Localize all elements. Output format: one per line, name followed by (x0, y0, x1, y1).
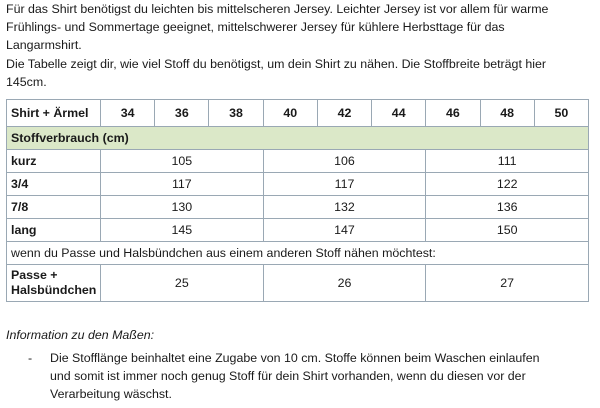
value-cell: 130 (101, 196, 264, 219)
note-row (7, 242, 589, 265)
value-cell: 145 (101, 219, 264, 242)
value-cell: 150 (426, 219, 589, 242)
intro-line: 145cm. (6, 74, 47, 89)
bullet-line: Verarbeitung wäschst. (50, 387, 172, 401)
table-header-row (7, 100, 589, 127)
intro-line: Die Tabelle zeigt dir, wie viel Stoff du benötigst, um dein Shirt zu nähen. Die Stoffbreite beträgt hier (6, 56, 546, 71)
size-cell: 42 (317, 100, 371, 127)
value-cell: 147 (263, 219, 426, 242)
size-cell: 46 (426, 100, 480, 127)
value-cell: 136 (426, 196, 589, 219)
row-label: 7/8 (7, 196, 101, 219)
table-row (7, 150, 589, 173)
bullet-marker: - (28, 351, 33, 365)
info-bullet (28, 349, 588, 403)
value-cell: 117 (101, 173, 264, 196)
table-row (7, 196, 589, 219)
table-row (7, 265, 589, 302)
value-cell: 27 (426, 265, 589, 302)
intro-line: Frühlings- und Sommertage geeignet, mittelschwerer Jersey für kühlere Herbsttage für das (6, 20, 505, 35)
intro-line: Langarmshirt. (6, 38, 82, 53)
value-cell: 106 (263, 150, 426, 173)
table-row (7, 219, 589, 242)
value-cell: 132 (263, 196, 426, 219)
size-cell: 44 (372, 100, 426, 127)
row-label-line: Halsbündchen (11, 283, 97, 297)
note-text: wenn du Passe und Halsbündchen aus einem anderen Stoff nähen möchtest: (7, 242, 589, 265)
fabric-usage-table (6, 99, 589, 302)
value-cell: 25 (101, 265, 264, 302)
size-cell: 38 (209, 100, 263, 127)
bullet-line: und somit ist immer noch genug Stoff für dein Shirt vorhanden, wenn du diesen vor der (50, 369, 526, 383)
size-cell: 34 (101, 100, 155, 127)
value-cell: 111 (426, 150, 589, 173)
size-cell: 48 (480, 100, 534, 127)
bullet-line: Die Stofflänge beinhaltet eine Zugabe von 10 cm. Stoffe können beim Waschen einlaufen (50, 351, 540, 365)
row-label: lang (7, 219, 101, 242)
bullet-text (50, 349, 588, 403)
intro-line: Für das Shirt benötigst du leichten bis mittelscheren Jersey. Leichter Jersey ist vor allem für warme (6, 2, 549, 16)
value-cell: 26 (263, 265, 426, 302)
size-cell: 40 (263, 100, 317, 127)
row-label (7, 265, 101, 302)
table-row (7, 173, 589, 196)
value-cell: 105 (101, 150, 264, 173)
row-label: 3/4 (7, 173, 101, 196)
info-heading: Information zu den Maßen: (6, 328, 155, 342)
value-cell: 122 (426, 173, 589, 196)
row-label-line: Passe + (11, 268, 58, 282)
section-label: Stoffverbrauch (cm) (7, 127, 589, 150)
value-cell: 117 (263, 173, 426, 196)
intro-text (6, 0, 594, 91)
section-band-row (7, 127, 589, 150)
header-label: Shirt + Ärmel (7, 100, 101, 127)
row-label: kurz (7, 150, 101, 173)
size-cell: 50 (534, 100, 588, 127)
size-cell: 36 (155, 100, 209, 127)
